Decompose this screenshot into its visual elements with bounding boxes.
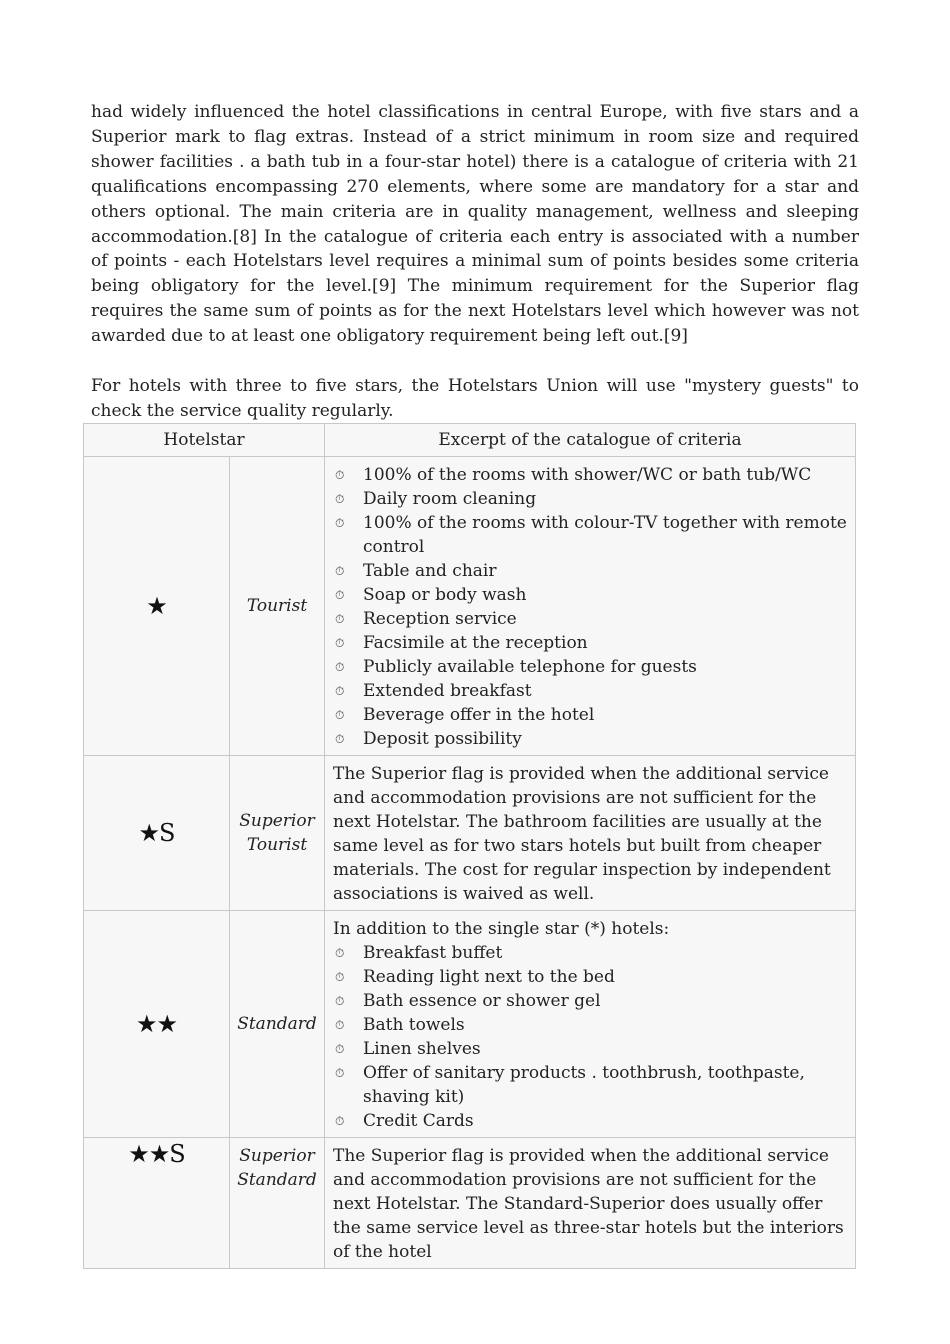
list-item-text: Reception service: [363, 609, 517, 629]
criteria-table: [83, 423, 856, 1269]
list-item: [333, 989, 847, 1013]
table-row: [84, 911, 856, 1138]
clock-bullet-icon: ⏱: [335, 708, 345, 722]
class-name: Tourist: [230, 457, 325, 756]
list-item-text: Breakfast buffet: [363, 943, 503, 963]
list-item: [333, 559, 847, 583]
clock-bullet-icon: ⏱: [335, 1042, 345, 1056]
clock-bullet-icon: ⏱: [335, 970, 345, 984]
list-item: [333, 655, 847, 679]
criteria-cell: [325, 457, 856, 756]
clock-bullet-icon: ⏱: [335, 684, 345, 698]
clock-bullet-icon: ⏱: [335, 946, 345, 960]
list-item: [333, 727, 847, 751]
clock-bullet-icon: ⏱: [335, 1114, 345, 1128]
list-item: [333, 703, 847, 727]
clock-bullet-icon: ⏱: [335, 588, 345, 602]
criteria-cell: [325, 911, 856, 1138]
header-hotelstar: Hotelstar: [84, 424, 325, 457]
clock-bullet-icon: ⏱: [335, 492, 345, 506]
clock-bullet-icon: ⏱: [335, 1018, 345, 1032]
criteria-cell: The Superior flag is provided when the additional service and accommodation provisions are not sufficient for the next Hotelstar. The bathroom facilities are usually at the same level as for two stars hotels but built from cheaper materials. The cost for regular inspection by independent associations is waived as well.: [325, 756, 856, 911]
criteria-cell: The Superior flag is provided when the additional service and accommodation provisions are not sufficient for the next Hotelstar. The Standard-Superior does usually offer the same service level as three-star hotels but the interiors of the hotel: [325, 1138, 856, 1269]
body-paragraph-2: For hotels with three to five stars, the Hotelstars Union will use "mystery guests" to check the service quality regularly.: [91, 376, 859, 421]
header-criteria: Excerpt of the catalogue of criteria: [325, 424, 856, 457]
clock-bullet-icon: ⏱: [335, 468, 345, 482]
class-name-line: Superior: [239, 1146, 315, 1166]
table-row: [84, 1138, 856, 1269]
star-rating: ★: [84, 457, 230, 756]
clock-bullet-icon: ⏱: [335, 612, 345, 626]
class-name-line: Superior: [239, 811, 315, 831]
list-item-text: 100% of the rooms with shower/WC or bath tub/WC: [363, 465, 812, 485]
table-row: [84, 756, 856, 911]
criteria-intro: In addition to the single star (*) hotels:: [333, 919, 670, 939]
class-name: Standard: [230, 911, 325, 1138]
list-item-text: Publicly available telephone for guests: [363, 657, 697, 677]
table-header-row: [84, 424, 856, 457]
list-item: [333, 607, 847, 631]
clock-bullet-icon: ⏱: [335, 636, 345, 650]
list-item: [333, 1013, 847, 1037]
list-item-text: Linen shelves: [363, 1039, 481, 1059]
list-item: [333, 1037, 847, 1061]
list-item: [333, 487, 847, 511]
class-name-line: Standard: [237, 1170, 317, 1190]
list-item-text: Bath towels: [363, 1015, 465, 1035]
list-item: [333, 1109, 847, 1133]
table-row: [84, 457, 856, 756]
clock-bullet-icon: ⏱: [335, 994, 345, 1008]
list-item-text: Extended breakfast: [363, 681, 532, 701]
clock-bullet-icon: ⏱: [335, 564, 345, 578]
list-item-text: Bath essence or shower gel: [363, 991, 601, 1011]
list-item: [333, 679, 847, 703]
list-item-text: Facsimile at the reception: [363, 633, 588, 653]
star-rating: ★★: [84, 911, 230, 1138]
list-item-text: Deposit possibility: [363, 729, 522, 749]
body-paragraph-1: had widely influenced the hotel classifications in central Europe, with five stars and a Superior mark to flag extras. Instead of a strict minimum in room size and required shower facilities . a bath tub in a four-star hotel) there is a catalogue of criteria with 21 qualifications encompassing 270 elements, where some are mandatory for a star and others optional. The main criteria are in quality management, wellness and sleeping accommodation.[8] In the catalogue of criteria each entry is associated with a number of points - each Hotelstars level requires a minimal sum of points besides some criteria being obligatory for the level.[9] The minimum requirement for the Superior flag requires the same sum of points as for the next Hotelstars level which however was not awarded due to at least one obligatory requirement being left out.[9]: [91, 102, 859, 347]
class-name-line: Tourist: [246, 835, 308, 855]
list-item-text: Offer of sanitary products . toothbrush, toothpaste, shaving kit): [363, 1063, 805, 1107]
list-item: [333, 1061, 847, 1109]
clock-bullet-icon: ⏱: [335, 516, 345, 530]
class-name: [230, 756, 325, 911]
list-item-text: 100% of the rooms with colour-TV together with remote control: [363, 513, 847, 557]
list-item-text: Table and chair: [363, 561, 497, 581]
star-rating: ★S: [84, 756, 230, 911]
class-name: [230, 1138, 325, 1269]
list-item: [333, 463, 847, 487]
criteria-list: [333, 941, 847, 1133]
list-item: [333, 941, 847, 965]
clock-bullet-icon: ⏱: [335, 1066, 345, 1080]
criteria-list: [333, 463, 847, 751]
clock-bullet-icon: ⏱: [335, 660, 345, 674]
list-item: [333, 511, 847, 559]
list-item-text: Reading light next to the bed: [363, 967, 615, 987]
list-item-text: Daily room cleaning: [363, 489, 537, 509]
clock-bullet-icon: ⏱: [335, 732, 345, 746]
star-rating: ★★S: [84, 1138, 230, 1269]
list-item: [333, 583, 847, 607]
list-item-text: Soap or body wash: [363, 585, 527, 605]
list-item-text: Beverage offer in the hotel: [363, 705, 595, 725]
list-item: [333, 631, 847, 655]
list-item-text: Credit Cards: [363, 1111, 474, 1131]
list-item: [333, 965, 847, 989]
